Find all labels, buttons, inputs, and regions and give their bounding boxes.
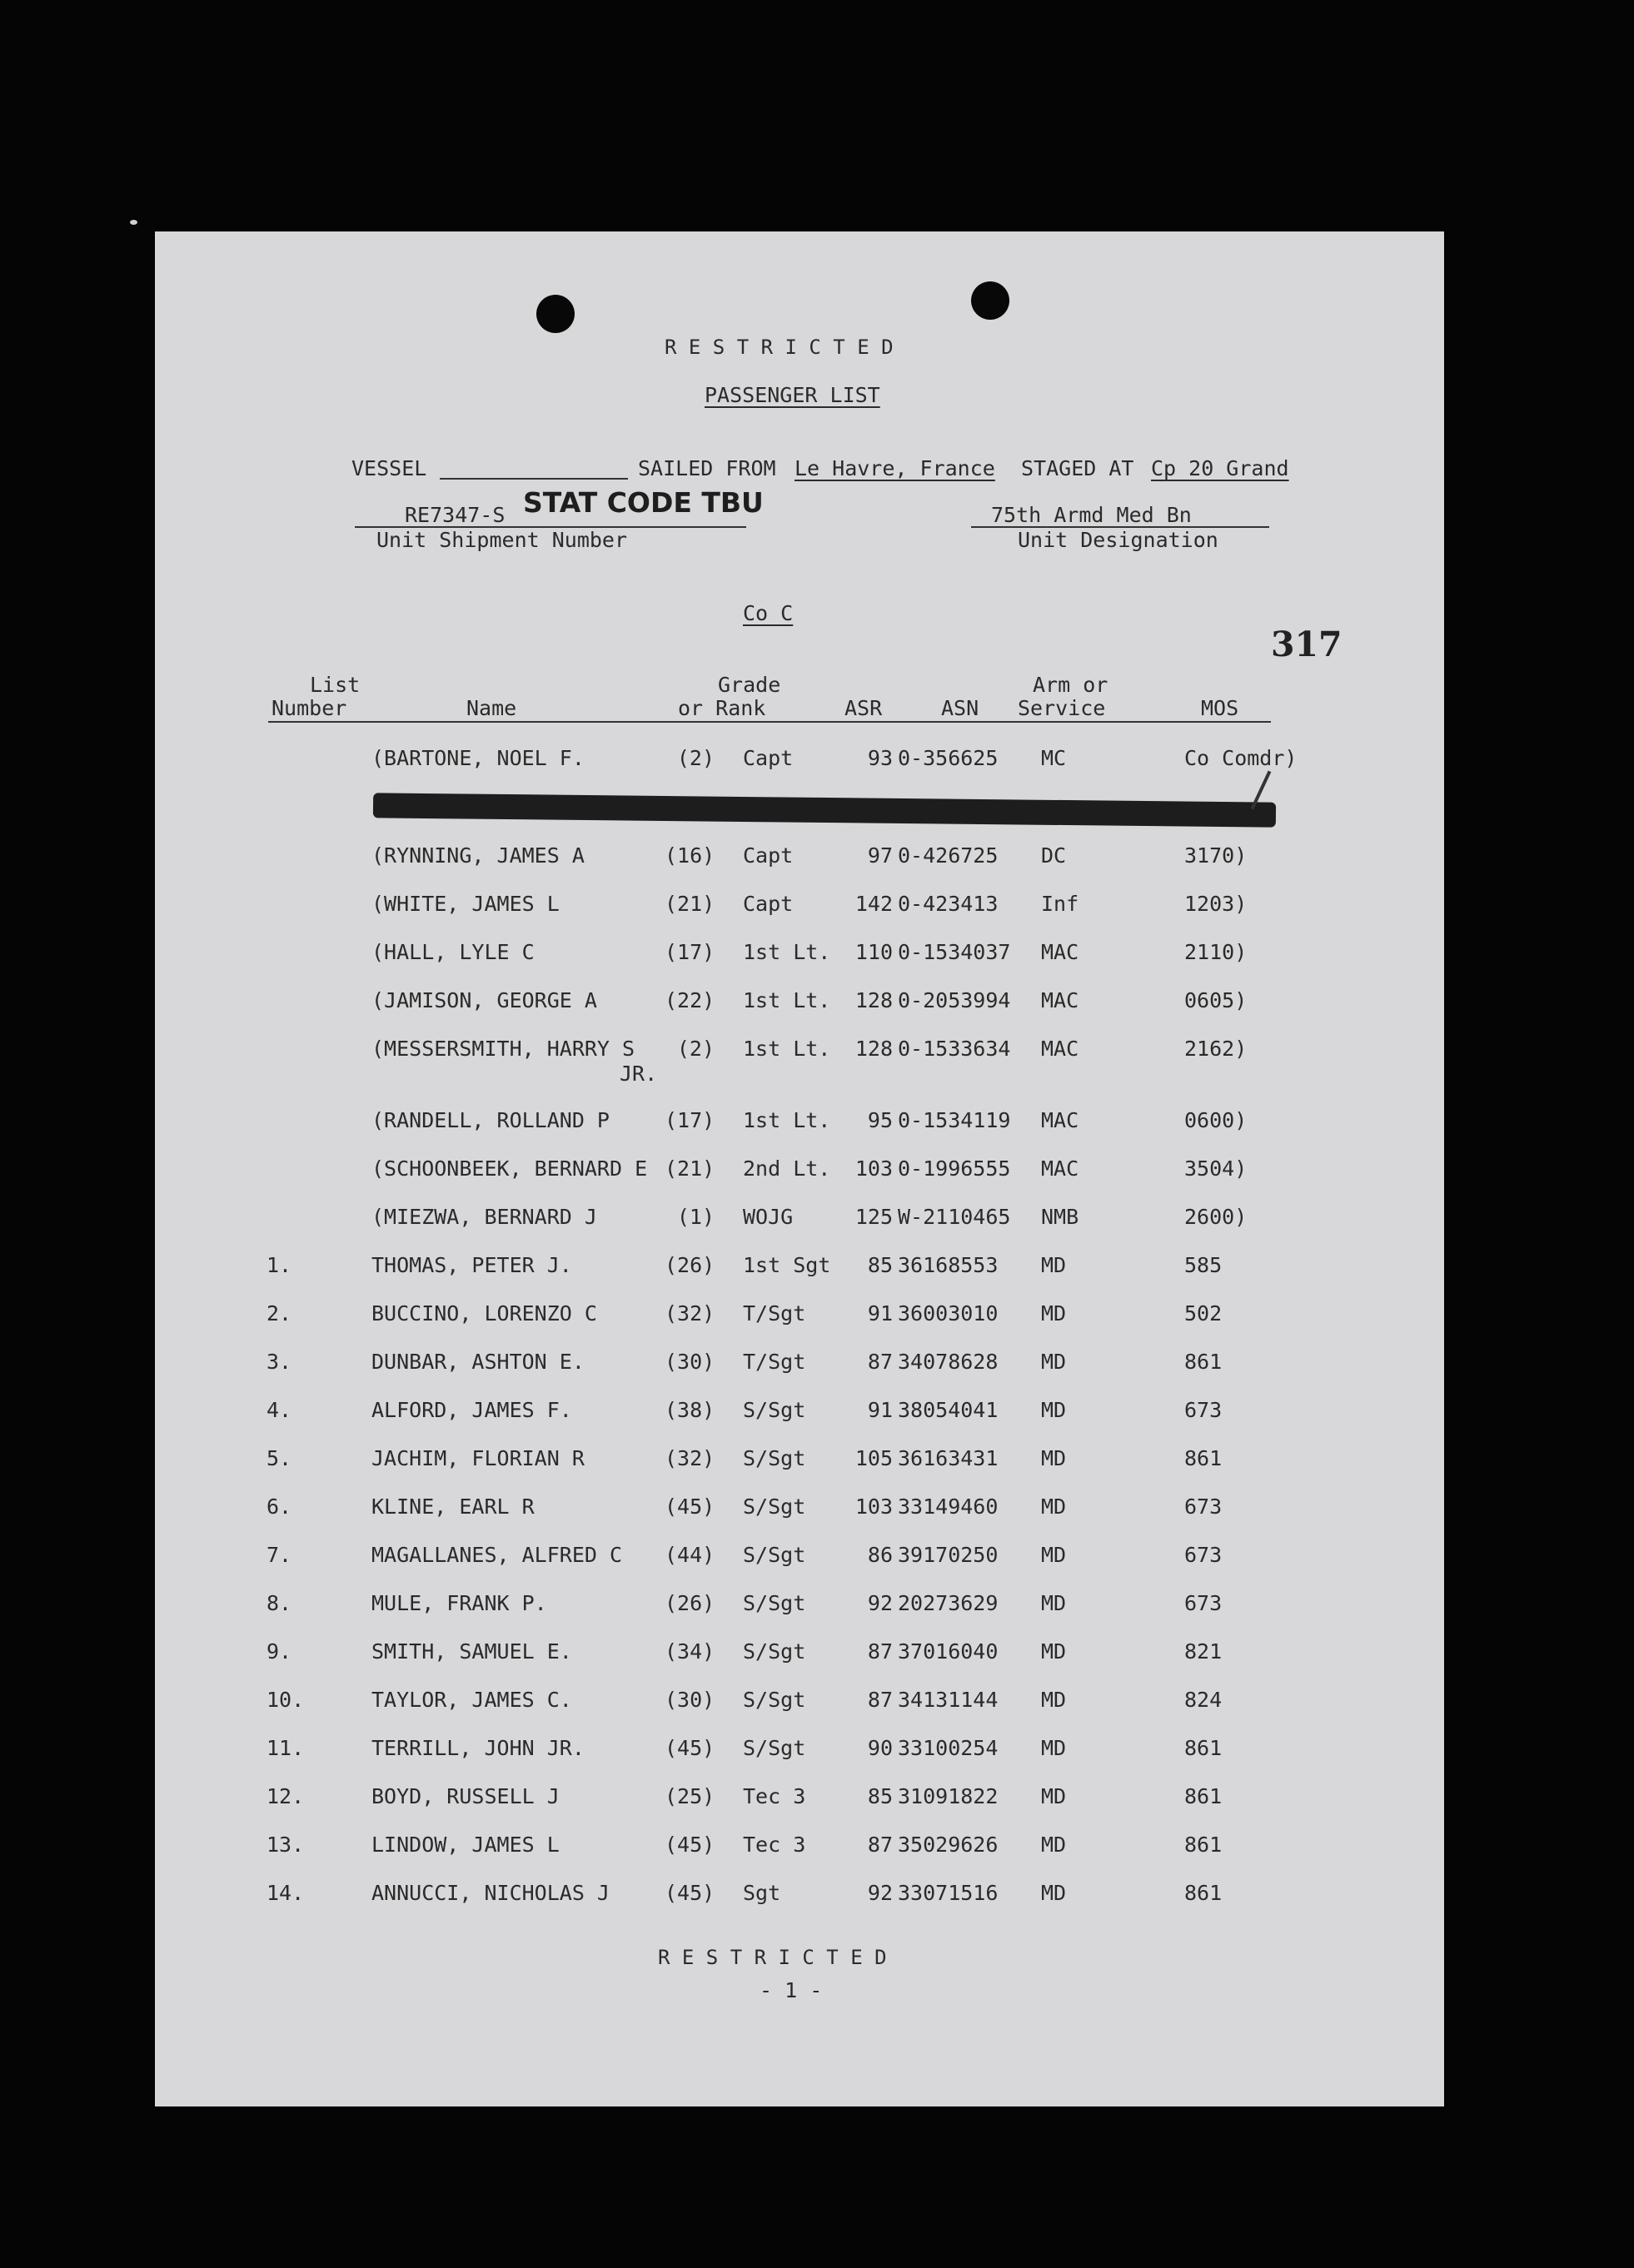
stat-code-stamp: STAT CODE TBU [523,486,764,519]
enlisted-row: 4. ALFORD, JAMES F. (38) S/Sgt 91 38054041 MD 673 [267,1398,1223,1422]
document-page [155,231,1444,2106]
enlisted-row: 14. ANNUCCI, NICHOLAS J (45) Sgt 92 33071516 MD 861 [267,1881,1223,1905]
unit-designation-value: 75th Armd Med Bn [991,503,1192,527]
officer-row: (WHITE, JAMES L (21) Capt 142 0-423413 Inf 1203) [371,892,1248,916]
officer-row: (HALL, LYLE C (17) 1st Lt. 110 0-1534037 MAC 2110) [371,940,1248,964]
staged-at-value: Cp 20 Grand [1151,456,1289,480]
enlisted-row: 6. KLINE, EARL R (45) S/Sgt 103 33149460 MD 673 [267,1495,1223,1519]
col-asr: ASR [844,696,883,720]
enlisted-row: 5. JACHIM, FLORIAN R (32) S/Sgt 105 36163431 MD 861 [267,1446,1223,1470]
staged-at-label: STAGED AT [1021,456,1134,480]
enlisted-row: 7. MAGALLANES, ALFRED C (44) S/Sgt 86 39170250 MD 673 [267,1543,1223,1567]
dust-speck [130,220,137,225]
enlisted-row: 12. BOYD, RUSSELL J (25) Tec 3 85 31091822 MD 861 [267,1784,1223,1808]
col-list-number-line1: List [310,673,361,697]
officer-row: (SCHOONBEEK, BERNARD E (21) 2nd Lt. 103 0-1996555 MAC 3504) [371,1156,1248,1181]
col-arm-line2: Service [1018,696,1106,720]
officer-row: (MIEZWA, BERNARD J (1) WOJG 125 W-2110465 NMB 2600) [371,1205,1248,1229]
enlisted-row: 8. MULE, FRANK P. (26) S/Sgt 92 20273629 MD 673 [267,1591,1223,1615]
col-grade-line2: or Rank [678,696,766,720]
officer-row-continuation: JR. [620,1062,658,1086]
enlisted-row: 2. BUCCINO, LORENZO C (32) T/Sgt 91 36003010 MD 502 [267,1301,1223,1325]
document-title: PASSENGER LIST [705,383,880,407]
shipment-label: Unit Shipment Number [376,528,628,552]
sailed-from-label: SAILED FROM [638,456,776,480]
enlisted-row: 11. TERRILL, JOHN JR. (45) S/Sgt 90 33100254 MD 861 [267,1736,1223,1760]
col-name: Name [466,696,517,720]
officer-row: (MESSERSMITH, HARRY S (2) 1st Lt. 128 0-1533634 MAC 2162) [371,1037,1248,1061]
unit-designation-label: Unit Designation [1018,528,1218,552]
page-number: - 1 - [760,1978,823,2002]
officer-row: (RYNNING, JAMES A (16) Capt 97 0-426725 DC 3170) [371,843,1248,868]
redacted-entry [373,793,1276,827]
restricted-footer: R E S T R I C T E D [658,1946,887,1969]
col-list-number-line2: Number [272,696,347,720]
punch-hole [536,295,575,333]
page-stamp-number: 317 [1271,624,1343,664]
enlisted-row: 9. SMITH, SAMUEL E. (34) S/Sgt 87 37016040 MD 821 [267,1639,1223,1664]
col-grade-line1: Grade [718,673,781,697]
col-mos: MOS [1201,696,1239,720]
sailed-from-value: Le Havre, France [795,456,995,480]
enlisted-row: 10. TAYLOR, JAMES C. (30) S/Sgt 87 34131144 MD 824 [267,1688,1223,1712]
vessel-label: VESSEL [351,456,427,480]
officer-row: (BARTONE, NOEL F. (2) Capt 93 0-356625 MC Co Comdr) [371,746,1298,770]
header-rule [268,721,1271,723]
shipment-number: RE7347-S [405,503,506,527]
officer-row: (RANDELL, ROLLAND P (17) 1st Lt. 95 0-1534119 MAC 0600) [371,1108,1248,1132]
vessel-blank-line [440,478,628,480]
enlisted-row: 3. DUNBAR, ASHTON E. (30) T/Sgt 87 34078628 MD 861 [267,1350,1223,1374]
company-heading: Co C [743,601,794,625]
enlisted-row: 1. THOMAS, PETER J. (26) 1st Sgt 85 36168553 MD 585 [267,1253,1223,1277]
officer-row: (JAMISON, GEORGE A (22) 1st Lt. 128 0-2053994 MAC 0605) [371,988,1248,1012]
col-arm-line1: Arm or [1033,673,1108,697]
restricted-header: R E S T R I C T E D [665,336,894,359]
enlisted-row: 13. LINDOW, JAMES L (45) Tec 3 87 35029626 MD 861 [267,1833,1223,1857]
punch-hole [971,281,1009,320]
col-asn: ASN [941,696,979,720]
